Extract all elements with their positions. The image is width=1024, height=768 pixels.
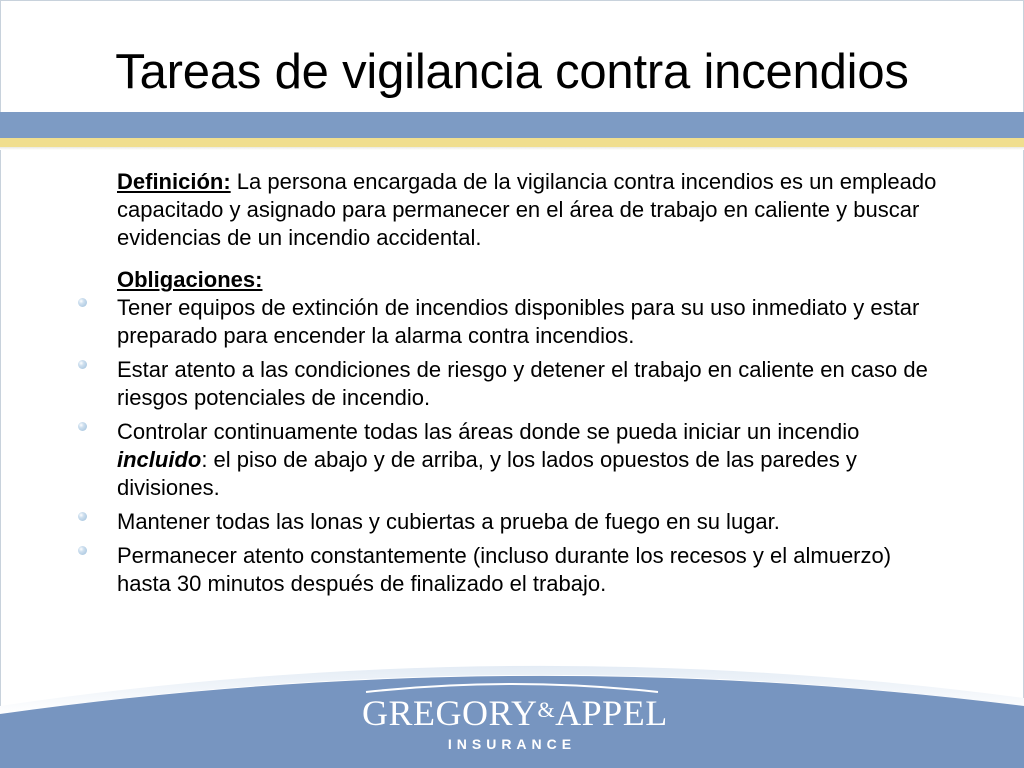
list-item-text: Estar atento a las condiciones de riesgo y detener el trabajo en caliente en caso de riesgos potenciales de incendio. [117,357,928,410]
obligations-heading: Obligaciones: [117,267,263,292]
definition-label: Definición: [117,169,231,194]
logo-ampersand: & [537,697,556,722]
logo-second-text: APPEL [555,693,668,733]
list-item [117,294,947,350]
list-item [117,542,947,598]
list-item-text-before: Controlar continuamente todas las áreas donde se pueda iniciar un incendio [117,419,860,444]
logo-subtitle: INSURANCE [447,736,577,752]
logo-wordmark [362,692,668,734]
bullet-icon [78,360,87,369]
bullet-icon [78,512,87,521]
list-item-text: Mantener todas las lonas y cubiertas a prueba de fuego en su lugar. [117,509,780,534]
header-band-shadow [0,147,1024,150]
header-band-gold [0,138,1024,147]
slide-title: Tareas de vigilancia contra incendios [115,45,909,99]
obligations-list [117,294,947,598]
logo-main-text: GREGORY [362,693,538,733]
list-item-text: Tener equipos de extinción de incendios disponibles para su uso inmediato y estar preparado para encender la alarma contra incendios. [117,295,920,348]
definition-text: La persona encargada de la vigilancia contra incendios es un empleado capacitado y asignado para permanecer en el área de trabajo en caliente y buscar evidencias de un incendio accidental. [117,169,937,250]
list-item [117,356,947,412]
list-item [117,508,947,536]
header-band-blue [0,112,1024,138]
bullet-icon [78,422,87,431]
list-item-text-after: : el piso de abajo y de arriba, y los lados opuestos de las paredes y divisiones. [117,447,857,500]
bullet-icon [78,546,87,555]
slide-body [117,168,947,604]
list-item [117,418,947,502]
definition-paragraph [117,168,947,252]
company-logo [362,680,668,760]
list-item-text: Permanecer atento constantemente (incluso durante los recesos y el almuerzo) hasta 30 minutos después de finalizado el trabajo. [117,543,892,596]
bullet-icon [78,298,87,307]
list-item-emphasis: incluido [117,447,202,472]
